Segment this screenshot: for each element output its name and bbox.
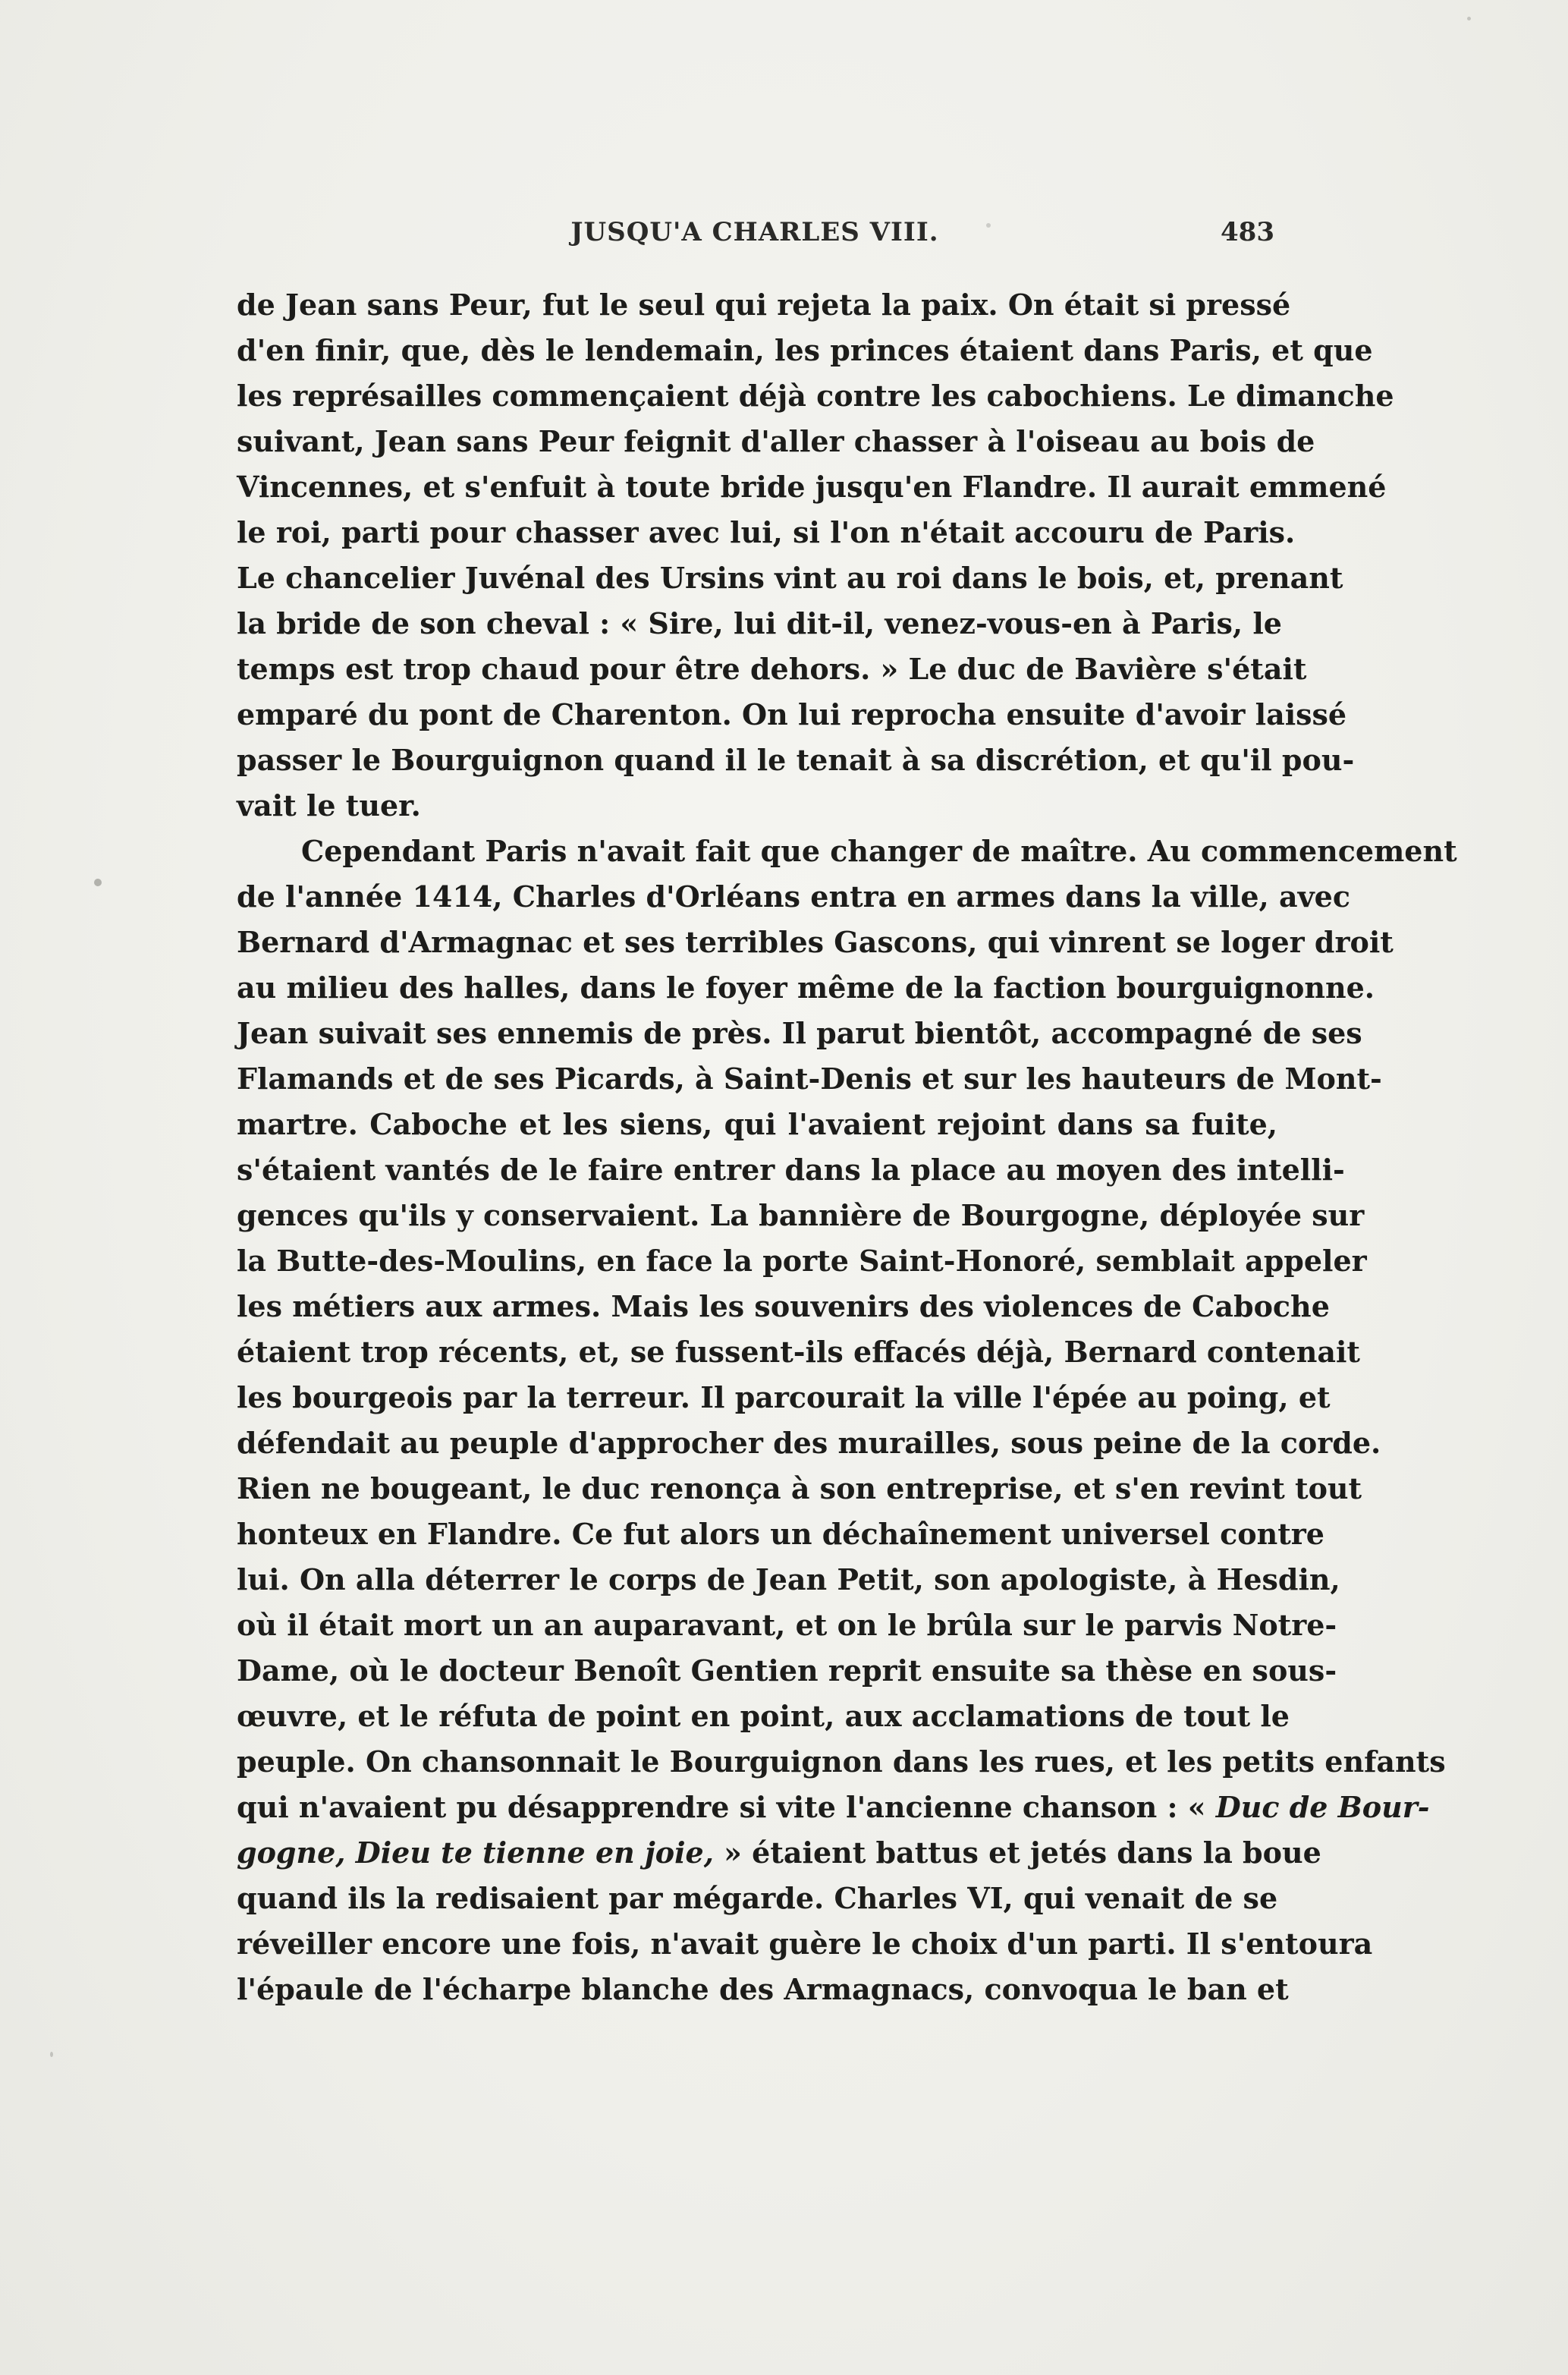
text-line: suivant, Jean sans Peur feignit d'aller chasser à l'oiseau au bois de xyxy=(237,424,1315,458)
text-line: les représailles commençaient déjà contre les cabochiens. Le dimanche xyxy=(237,379,1394,413)
text-line: s'étaient vantés de le faire entrer dans la place au moyen des intelli- xyxy=(237,1153,1345,1187)
paper-spot xyxy=(1467,17,1471,20)
italic-segment: Duc de Bour- xyxy=(1215,1790,1430,1824)
italic-segment: gogne, Dieu te tienne en joie, xyxy=(237,1836,714,1870)
text-line: Dame, où le docteur Benoît Gentien reprit ensuite sa thèse en sous- xyxy=(237,1653,1337,1688)
paper-spot xyxy=(50,2052,53,2057)
text-line: la Butte-des-Moulins, en face la porte Saint-Honoré, semblait appeler xyxy=(237,1244,1367,1278)
text-line: étaient trop récents, et, se fussent-ils effacés déjà, Bernard contenait xyxy=(237,1335,1360,1369)
text-line: d'en finir, que, dès le lendemain, les princes étaient dans Paris, et que xyxy=(237,333,1373,367)
paragraph-2 xyxy=(237,829,1457,2012)
text-line: Cependant Paris n'avait fait que changer de maître. Au commencement xyxy=(301,834,1457,868)
text-line: de Jean sans Peur, fut le seul qui rejeta la paix. On était si pressé xyxy=(237,288,1291,322)
text-line: Bernard d'Armagnac et ses terribles Gascons, qui vinrent se loger droit xyxy=(237,925,1394,959)
text-line-quote-b xyxy=(237,1830,1321,1876)
text-line: œuvre, et le réfuta de point en point, aux acclamations de tout le xyxy=(237,1699,1290,1733)
text-line: défendait au peuple d'approcher des murailles, sous peine de la corde. xyxy=(237,1426,1381,1460)
text-line: Flamands et de ses Picards, à Saint-Denis et sur les hauteurs de Mont- xyxy=(237,1062,1382,1096)
text-line: Le chancelier Juvénal des Ursins vint au roi dans le bois, et, prenant xyxy=(237,561,1343,595)
text-line: au milieu des halles, dans le foyer même de la faction bourguignonne. xyxy=(237,970,1375,1005)
text-line: vait le tuer. xyxy=(237,788,421,823)
paper-spot xyxy=(94,879,102,886)
text-line: quand ils la redisaient par mégarde. Charles VI, qui venait de se xyxy=(237,1881,1278,1915)
text-line: passer le Bourguignon quand il le tenait à sa discrétion, et qu'il pou- xyxy=(237,743,1355,777)
text-line: l'épaule de l'écharpe blanche des Armagnacs, convoqua le ban et xyxy=(237,1972,1289,2006)
text-line-quote-a xyxy=(237,1785,1430,1830)
text-block xyxy=(237,282,1457,2012)
text-line: la bride de son cheval : « Sire, lui dit-il, venez-vous-en à Paris, le xyxy=(237,606,1282,640)
paper-spot xyxy=(986,223,991,228)
text-line: de l'année 1414, Charles d'Orléans entra en armes dans la ville, avec xyxy=(237,879,1350,914)
text-line: où il était mort un an auparavant, et on le brûla sur le parvis Notre- xyxy=(237,1608,1337,1642)
text-line: peuple. On chansonnait le Bourguignon dans les rues, et les petits enfants xyxy=(237,1744,1446,1779)
text-line: Jean suivait ses ennemis de près. Il parut bientôt, accompagné de ses xyxy=(237,1016,1362,1050)
running-title: JUSQU'A CHARLES VIII. xyxy=(570,217,939,247)
page-number: 483 xyxy=(1221,217,1274,247)
text-line: les métiers aux armes. Mais les souvenirs des violences de Caboche xyxy=(237,1289,1330,1323)
text-line: Rien ne bougeant, le duc renonça à son entreprise, et s'en revint tout xyxy=(237,1471,1362,1505)
text-line: les bourgeois par la terreur. Il parcourait la ville l'épée au poing, et xyxy=(237,1380,1331,1414)
text-line: emparé du pont de Charenton. On lui reprocha ensuite d'avoir laissé xyxy=(237,697,1347,731)
text-line: temps est trop chaud pour être dehors. » Le duc de Bavière s'était xyxy=(237,652,1307,686)
text-segment: qui n'avaient pu désapprendre si vite l'ancienne chanson : « xyxy=(237,1790,1206,1824)
text-line: honteux en Flandre. Ce fut alors un déchaînement universel contre xyxy=(237,1517,1324,1551)
text-line: Vincennes, et s'enfuit à toute bride jusqu'en Flandre. Il aurait emmené xyxy=(237,470,1387,504)
text-segment: » étaient battus et jetés dans la boue xyxy=(724,1836,1321,1870)
text-line: gences qu'ils y conservaient. La bannière de Bourgogne, déployée sur xyxy=(237,1198,1365,1232)
text-line: réveiller encore une fois, n'avait guère le choix d'un parti. Il s'entoura xyxy=(237,1927,1373,1961)
text-line: martre. Caboche et les siens, qui l'avaient rejoint dans sa fuite, xyxy=(237,1107,1277,1141)
paragraph-1 xyxy=(237,282,1394,829)
running-head xyxy=(235,217,1274,255)
text-line: le roi, parti pour chasser avec lui, si l'on n'était accouru de Paris. xyxy=(237,515,1296,549)
text-line: lui. On alla déterrer le corps de Jean Petit, son apologiste, à Hesdin, xyxy=(237,1562,1340,1596)
